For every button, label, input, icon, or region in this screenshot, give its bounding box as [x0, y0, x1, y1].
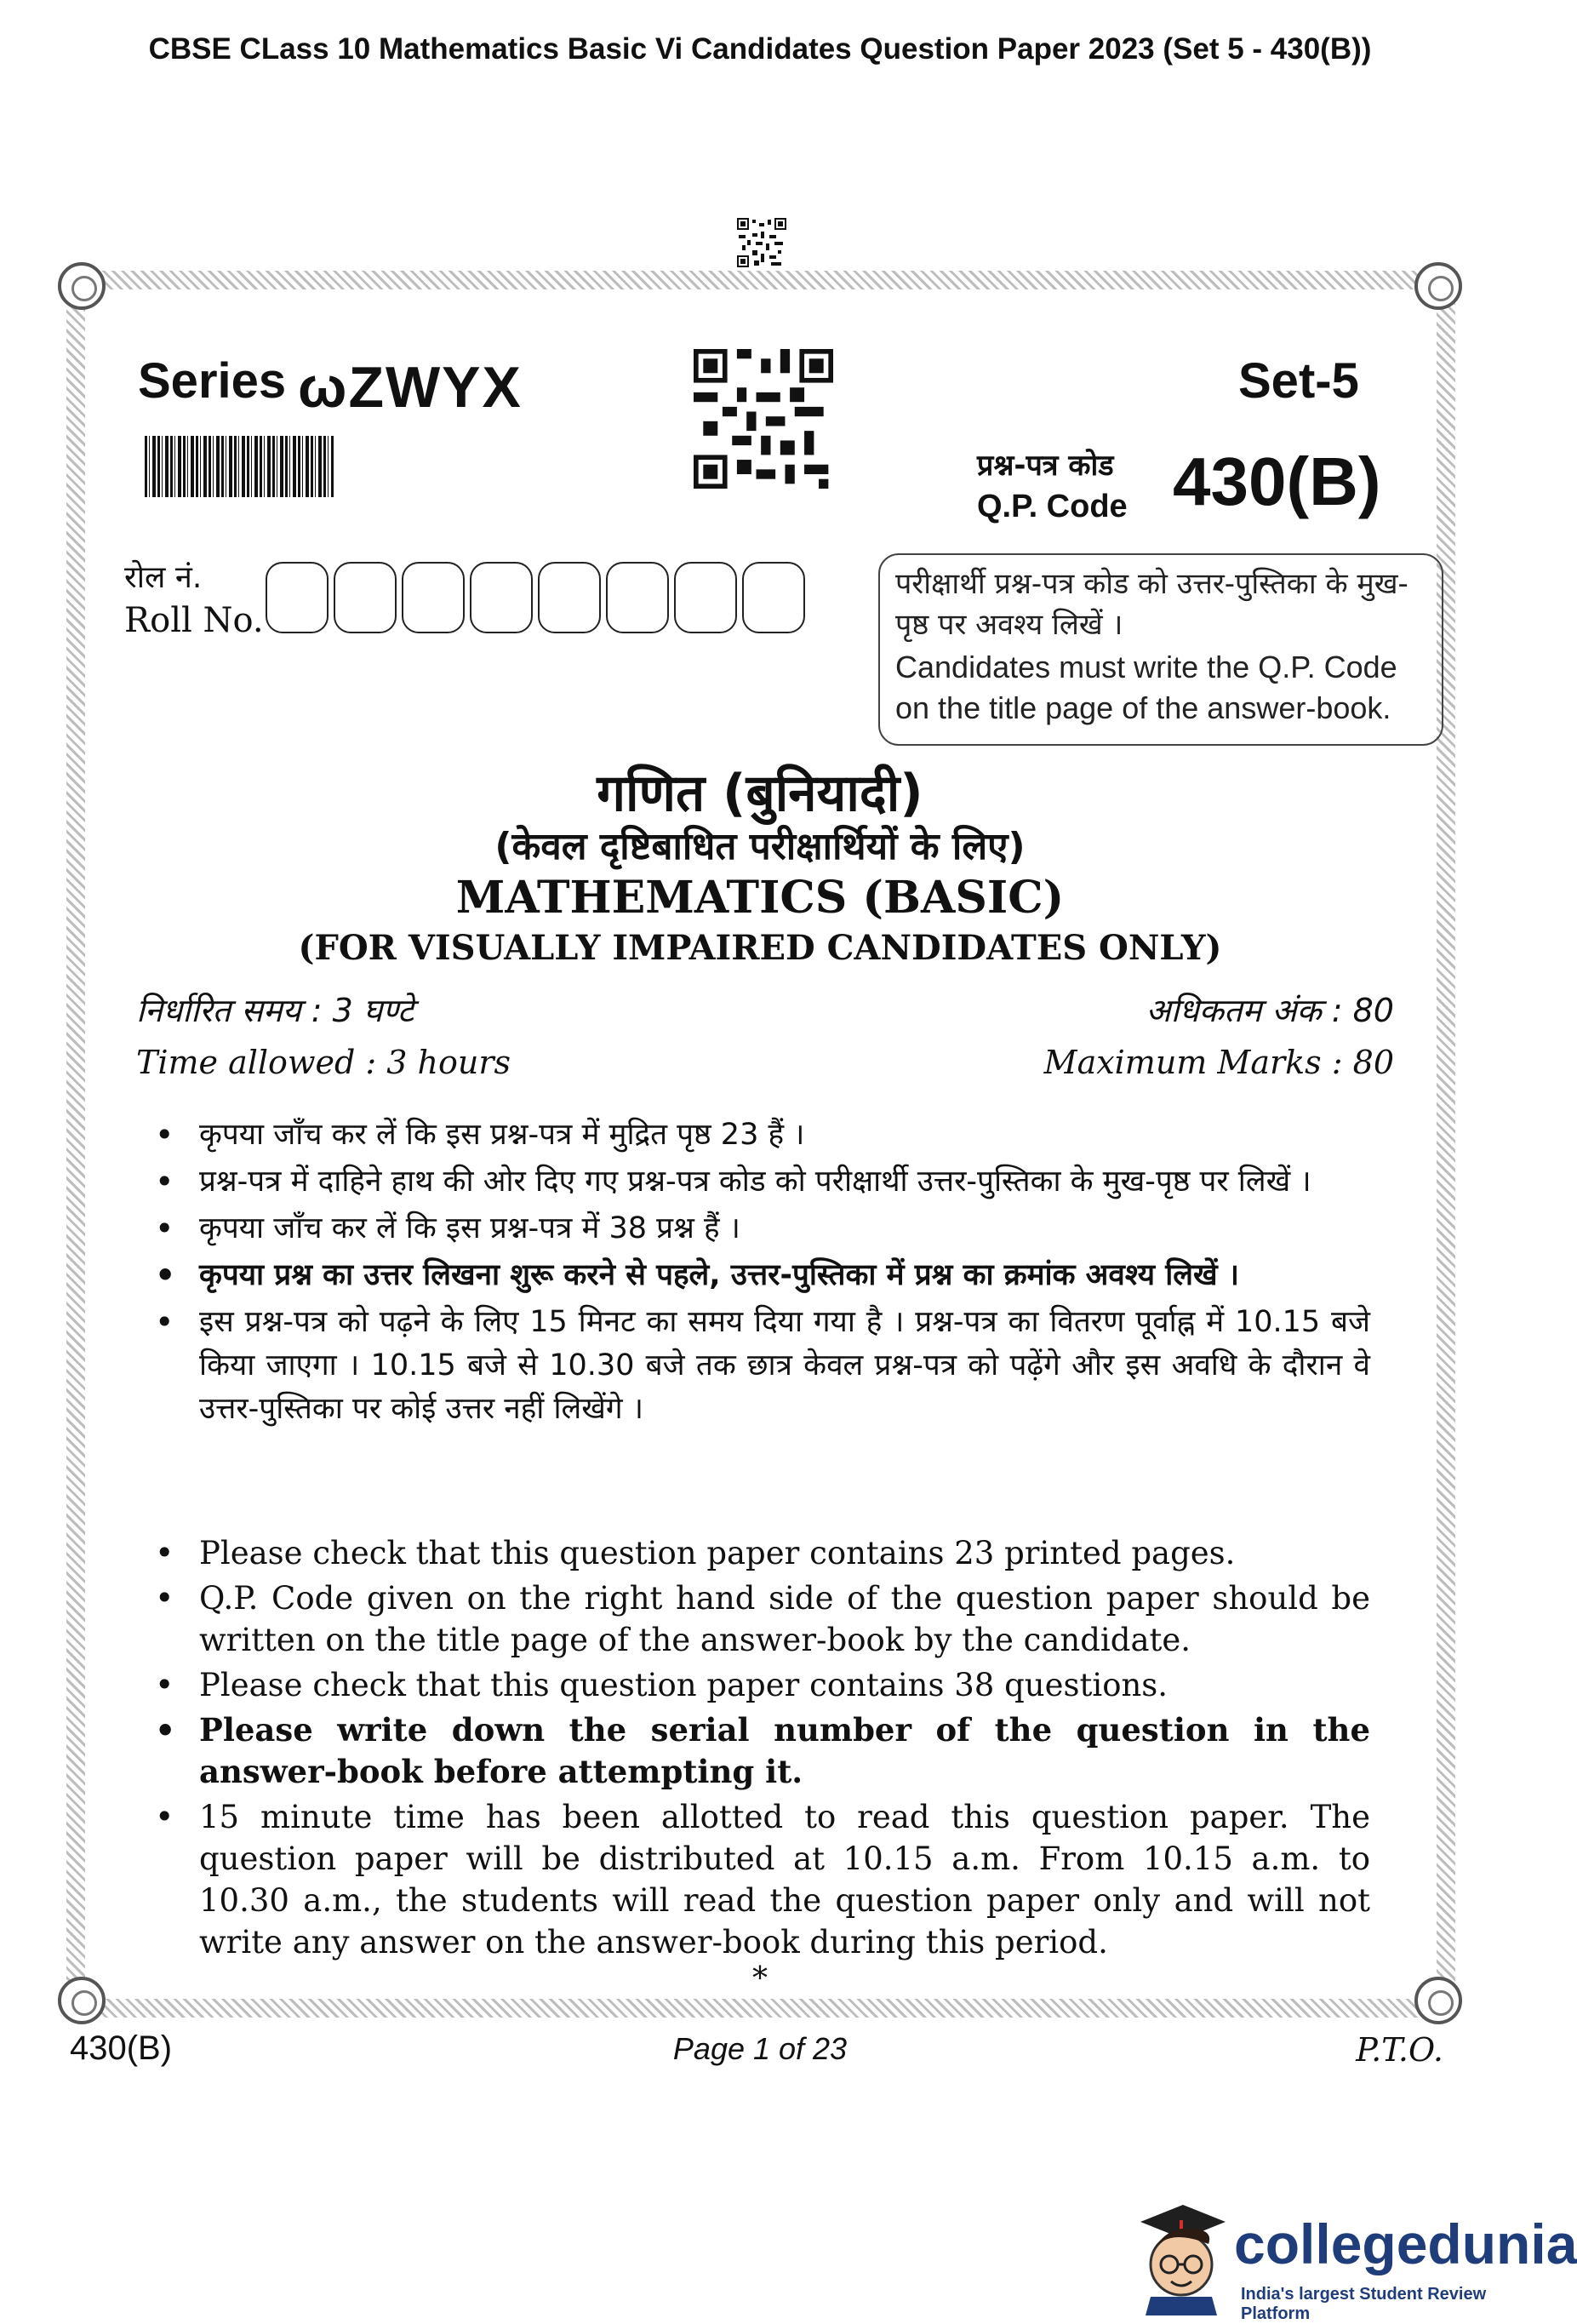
qp-code-label-hindi: प्रश्न-पत्र कोड	[977, 449, 1114, 483]
roll-number-box[interactable]	[538, 562, 601, 633]
instruction-item: • इस प्रश्न-पत्र को पढ़ने के लिए 15 मिनट का समय दिया गया है । प्रश्न-पत्र का वितरण पूर्वाह्न में 10.15 बजे किया जाएगा । 10.15 बजे से 10.30 बजे तक छात्र केवल प्रश्न-पत्र को पढ़ेंगे और इस अवधि के दौरान वे उत्तर-पुस्तिका पर कोई उत्तर नहीं लिखेंगे ।	[199, 1301, 1370, 1431]
corner-ornament-icon	[1414, 262, 1462, 310]
maximum-marks: Maximum Marks : 80	[1043, 1044, 1394, 1081]
page-number: Page 1 of 23	[672, 2031, 848, 2066]
subject-note-hindi: (केवल दृष्टिबाधित परीक्षार्थियों के लिए)	[494, 825, 1026, 868]
instruction-item: • Q.P. Code given on the right hand side of the question paper should be written on the title page of the answer-book by the candidate.	[199, 1577, 1370, 1661]
roll-number-box[interactable]	[470, 562, 533, 633]
instruction-item: • Please check that this question paper contains 23 printed pages.	[199, 1532, 1370, 1574]
series-code: ωZWYX	[298, 355, 523, 420]
qp-code-label: Q.P. Code	[977, 489, 1128, 524]
notice-hindi: परीक्षार्थी प्रश्न-पत्र कोड को उत्तर-पुस्तिका के मुख-पृष्ठ पर अवश्य लिखें ।	[895, 567, 1408, 642]
footer-star: *	[752, 1961, 768, 1996]
time-allowed-hindi: निर्धारित समय : 3 घण्टे	[136, 992, 414, 1029]
qp-code-notice	[878, 553, 1443, 746]
maximum-marks-hindi: अधिकतम अंक : 80	[1146, 992, 1394, 1029]
roll-number-box[interactable]	[334, 562, 397, 633]
document-title: CBSE CLass 10 Mathematics Basic Vi Candidates Question Paper 2023 (Set 5 - 430(B))	[148, 32, 1372, 66]
barcode-icon	[145, 436, 334, 497]
notice-english: Candidates must write the Q.P. Code on the title page of the answer-book.	[895, 650, 1397, 725]
instruction-item: • कृपया जाँच कर लें कि इस प्रश्न-पत्र में 38 प्रश्न हैं ।	[199, 1207, 1370, 1251]
collegedunia-mascot-icon	[1132, 2196, 1234, 2315]
roll-number-box[interactable]	[674, 562, 737, 633]
instructions-english	[145, 1532, 1370, 1966]
instruction-item: • Please write down the serial number of the question in the answer-book before attempting it.	[199, 1709, 1370, 1793]
roll-number-box[interactable]	[742, 562, 805, 633]
subject-note: (FOR VISUALLY IMPAIRED CANDIDATES ONLY)	[298, 928, 1222, 968]
roll-number-box[interactable]	[606, 562, 669, 633]
roll-number-boxes	[266, 562, 810, 633]
instruction-item: • कृपया जाँच कर लें कि इस प्रश्न-पत्र में मुद्रित पृष्ठ 23 हैं ।	[199, 1113, 1370, 1157]
roll-number-box[interactable]	[266, 562, 329, 633]
instruction-item: • 15 minute time has been allotted to read this question paper. The question paper will be distributed at 10.15 a.m. From 10.15 a.m. to 10.30 a.m., the students will read the question paper only and will not write any answer on the answer-book during this period.	[199, 1796, 1370, 1963]
roll-number-label-hindi: रोल नं.	[124, 560, 203, 595]
series-label: Series	[138, 353, 287, 409]
instruction-item: • Please check that this question paper contains 38 questions.	[199, 1664, 1370, 1706]
subject-title: MATHEMATICS (BASIC)	[455, 872, 1065, 924]
instructions-hindi	[145, 1113, 1370, 1434]
qp-code-value: 430(B)	[1173, 444, 1381, 519]
instruction-item: • कृपया प्रश्न का उत्तर लिखना शुरू करने से पहले, उत्तर-पुस्तिका में प्रश्न का क्रमांक अवश्य लिखें ।	[199, 1254, 1370, 1297]
collegedunia-logo-text: collegedunia	[1234, 2212, 1577, 2275]
instruction-item: • प्रश्न-पत्र में दाहिने हाथ की ओर दिए गए प्रश्न-पत्र कोड को परीक्षार्थी उत्तर-पुस्तिका के मुख-पृष्ठ पर लिखें ।	[199, 1160, 1370, 1204]
subject-title-hindi: गणित (बुनियादी)	[597, 764, 923, 823]
qr-code	[694, 349, 833, 489]
qr-code-small	[737, 218, 786, 267]
roll-number-box[interactable]	[402, 562, 465, 633]
set-label: Set-5	[1238, 353, 1359, 409]
footer-qp-code: 430(B)	[70, 2029, 173, 2067]
pto-label: P.T.O.	[1356, 2031, 1443, 2069]
collegedunia-tagline: India's largest Student Review Platform	[1241, 2285, 1487, 2323]
roll-number-label: Roll No.	[124, 601, 264, 640]
corner-ornament-icon	[58, 262, 106, 310]
time-allowed: Time allowed : 3 hours	[136, 1044, 511, 1081]
